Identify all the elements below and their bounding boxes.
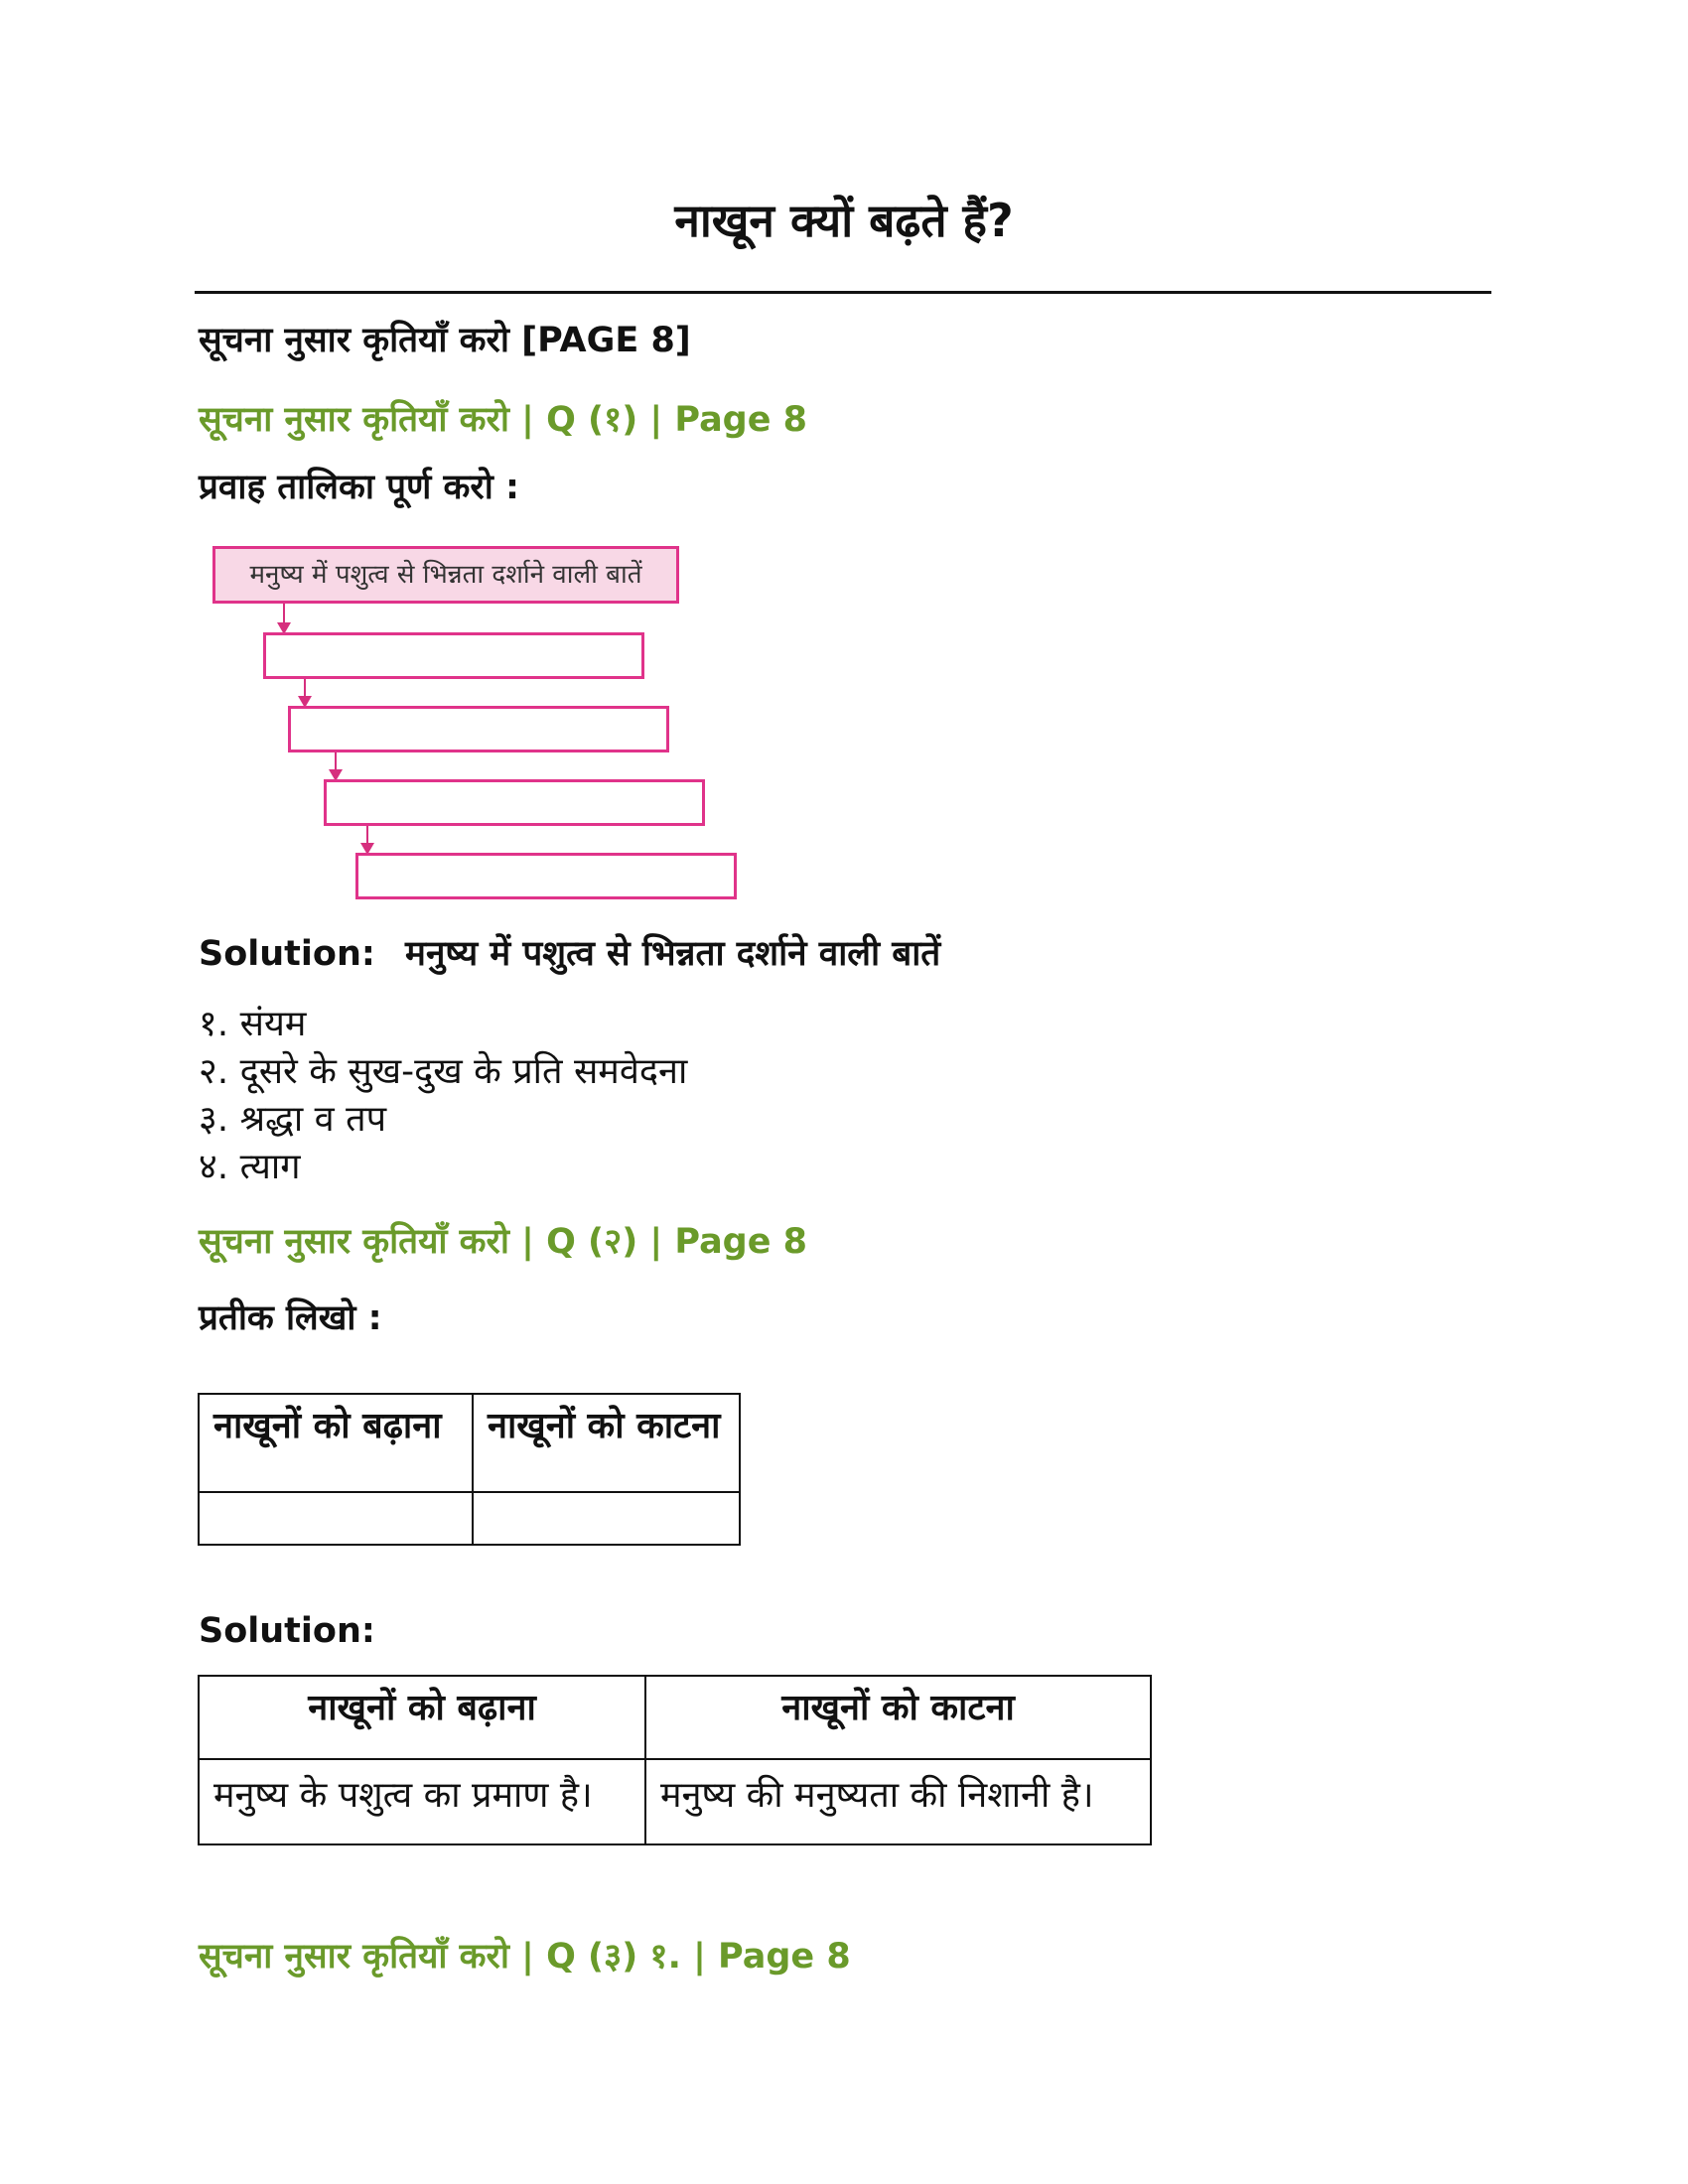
answer-item: ३. श्रद्धा व तप bbox=[199, 1099, 387, 1140]
page-title: नाखून क्यों बढ़ते हैं? bbox=[674, 194, 1014, 247]
section-heading: सूचना नुसार कृतियाँ करो [PAGE 8] bbox=[199, 321, 691, 360]
flowchart-box-2 bbox=[288, 706, 669, 752]
flowchart-box-1 bbox=[263, 632, 644, 679]
solution-value-cut: मनुष्य की मनुष्यता की निशानी है। bbox=[660, 1775, 1094, 1816]
solution-header-grow: नाखूनों को बढ़ाना bbox=[308, 1688, 536, 1728]
q2-instruction: प्रतीक लिखो : bbox=[199, 1298, 382, 1338]
q2-header-cut: नाखूनों को काटना bbox=[487, 1406, 721, 1446]
q1-solution-label: Solution: bbox=[199, 934, 375, 974]
q1-solution-line bbox=[199, 929, 940, 979]
solution-value-cell bbox=[645, 1759, 1151, 1844]
flowchart-box-4 bbox=[355, 853, 737, 899]
q1-solution-title: मनुष्य में पशुत्व से भिन्नता दर्शाने वाली बातें bbox=[405, 934, 941, 974]
flowchart-box-3 bbox=[324, 779, 705, 826]
q2-heading: सूचना नुसार कृतियाँ करो | Q (२) | Page 8 bbox=[199, 1222, 808, 1262]
flowchart-top-box bbox=[212, 546, 679, 604]
q1-instruction: प्रवाह तालिका पूर्ण करो : bbox=[199, 468, 519, 507]
answer-item: २. दूसरे के सुख-दुख के प्रति समवेदना bbox=[199, 1051, 688, 1092]
title-divider bbox=[195, 291, 1491, 294]
q2-header-cell bbox=[473, 1394, 740, 1492]
answer-item: ४. त्याग bbox=[199, 1147, 301, 1187]
q2-question-table bbox=[198, 1393, 741, 1546]
answer-item: १. संयम bbox=[199, 1004, 307, 1044]
q2-solution-label: Solution: bbox=[199, 1611, 375, 1651]
solution-value-grow: मनुष्य के पशुत्व का प्रमाण है। bbox=[213, 1775, 593, 1816]
solution-header-cut: नाखूनों को काटना bbox=[781, 1688, 1015, 1728]
q2-empty-cell bbox=[473, 1492, 740, 1545]
q2-header-grow: नाखूनों को बढ़ाना bbox=[213, 1406, 442, 1446]
q1-heading: सूचना नुसार कृतियाँ करो | Q (१) | Page 8 bbox=[199, 400, 808, 440]
solution-header-cell bbox=[645, 1676, 1151, 1759]
q2-solution-table bbox=[198, 1675, 1152, 1845]
solution-value-cell bbox=[199, 1759, 645, 1844]
q2-header-cell bbox=[199, 1394, 473, 1492]
q3-heading: सूचना नुसार कृतियाँ करो | Q (३) १. | Page 8 bbox=[199, 1937, 851, 1977]
solution-header-cell bbox=[199, 1676, 645, 1759]
flowchart-top-label: मनुष्य में पशुत्व से भिन्नता दर्शाने वाली बातें bbox=[249, 560, 642, 590]
q2-empty-cell bbox=[199, 1492, 473, 1545]
